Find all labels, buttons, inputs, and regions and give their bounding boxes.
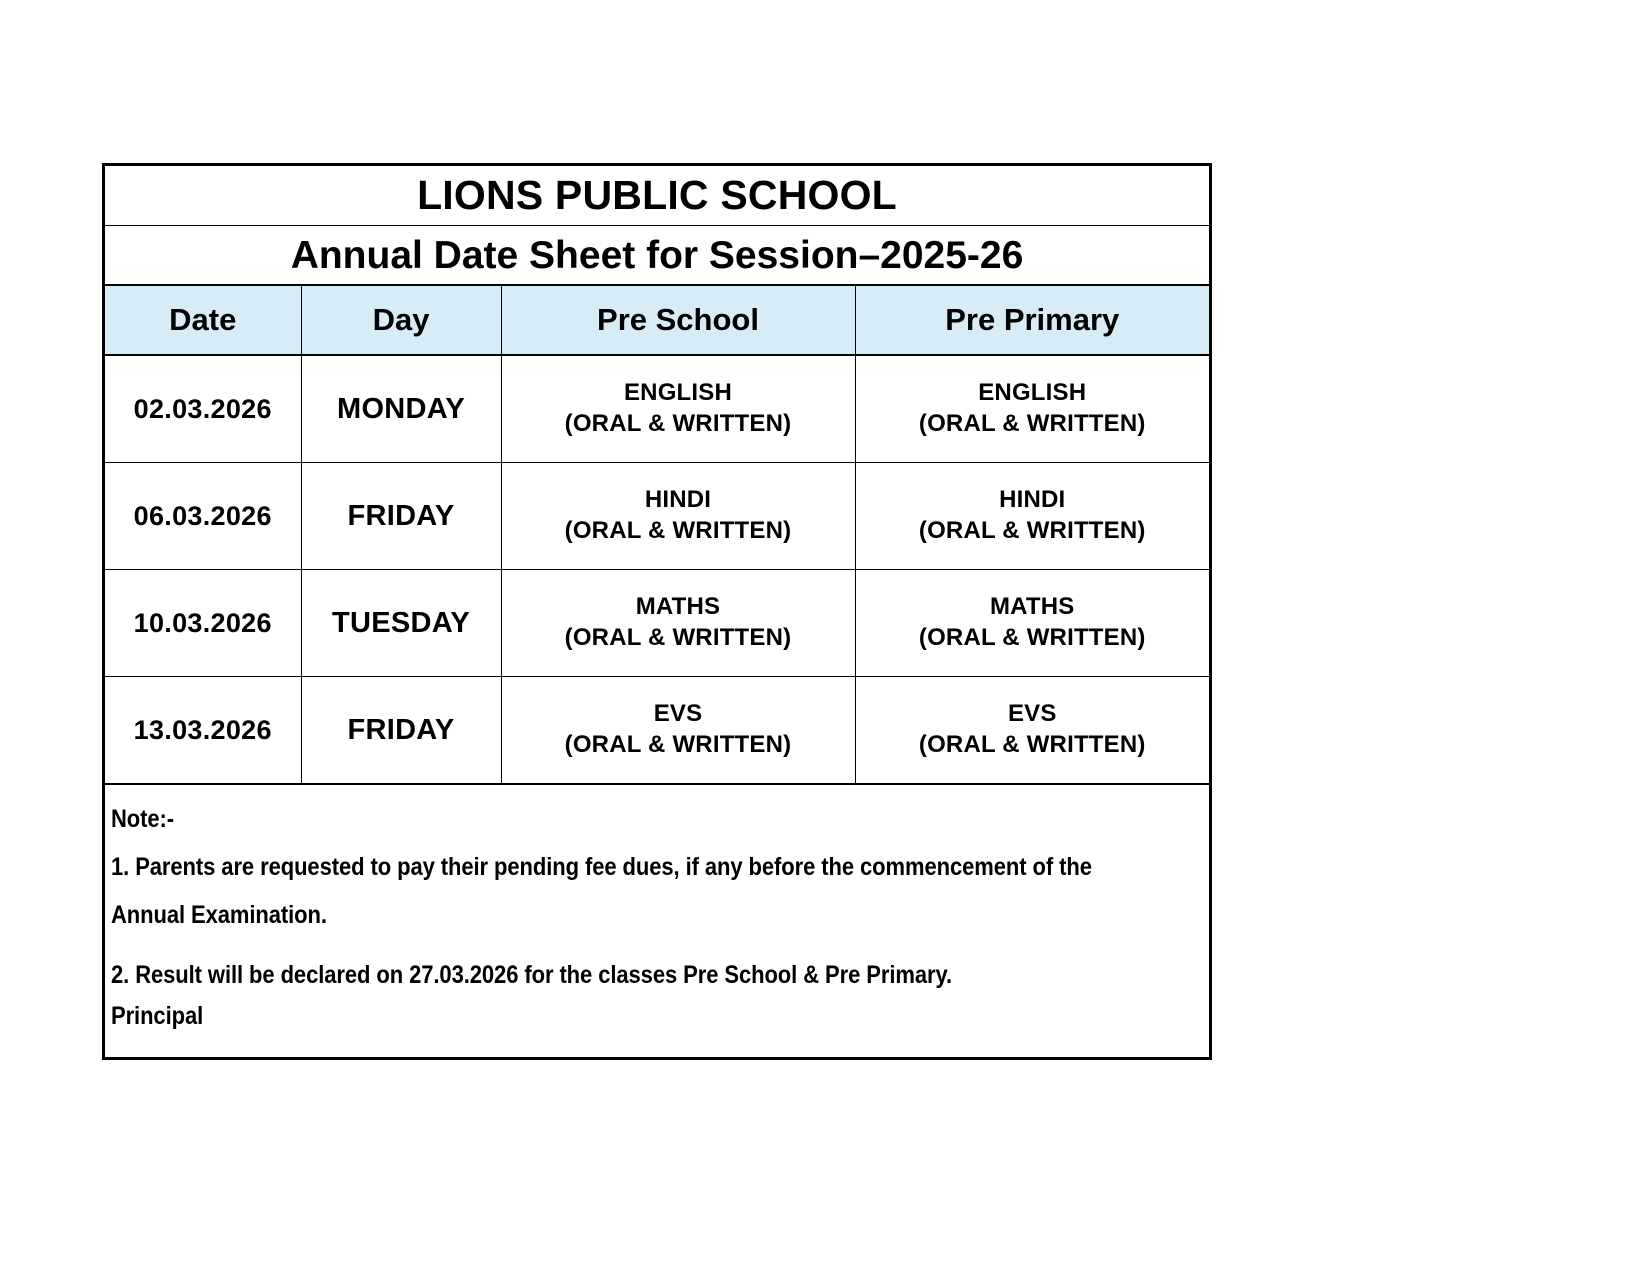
subject-mode: (ORAL & WRITTEN) (918, 731, 1146, 758)
subtitle-row (105, 226, 1209, 286)
column-header-pre-primary: Pre Primary (855, 285, 1209, 355)
note-item-2: 2. Result will be declared on 27.03.2026 for the classes Pre School & Pre Primary. (111, 961, 952, 989)
note-item-1-line-2: Annual Examination. (111, 901, 327, 929)
subject-mode: (ORAL & WRITTEN) (918, 517, 1146, 544)
column-header-day: Day (301, 285, 501, 355)
cell-pre-primary-exam (855, 355, 1209, 463)
subject-name: MATHS (989, 593, 1075, 621)
cell-date: 06.03.2026 (105, 463, 301, 570)
page-title: LIONS PUBLIC SCHOOL (417, 172, 897, 218)
subtitle-cell (105, 226, 1209, 286)
subject-name: ENGLISH (978, 379, 1087, 407)
cell-date: 10.03.2026 (105, 570, 301, 677)
table-header-row (105, 285, 1209, 355)
principal-signature-label: Principal (111, 1002, 204, 1030)
subject-mode: (ORAL & WRITTEN) (918, 624, 1146, 651)
page-subtitle: Annual Date Sheet for Session–2025-26 (290, 233, 1024, 277)
subject-mode: (ORAL & WRITTEN) (918, 410, 1146, 437)
notes-label: Note:- (111, 805, 175, 833)
cell-day: TUESDAY (301, 570, 501, 677)
column-header-date: Date (105, 285, 301, 355)
cell-pre-school-exam (501, 355, 855, 463)
cell-pre-primary-exam (855, 463, 1209, 570)
table-row (105, 463, 1209, 570)
school-title-cell (105, 166, 1209, 226)
cell-day: FRIDAY (301, 677, 501, 785)
column-header-pre-school: Pre School (501, 285, 855, 355)
table-row (105, 570, 1209, 677)
subject-mode: (ORAL & WRITTEN) (564, 624, 792, 651)
cell-pre-school-exam (501, 463, 855, 570)
subject-name: HINDI (644, 486, 712, 514)
notes-row (105, 784, 1209, 1057)
subject-mode: (ORAL & WRITTEN) (564, 731, 792, 758)
subject-name: EVS (653, 700, 703, 728)
subject-name: MATHS (635, 593, 721, 621)
subject-mode: (ORAL & WRITTEN) (564, 517, 792, 544)
cell-date: 13.03.2026 (105, 677, 301, 785)
notes-cell (105, 784, 1209, 1057)
cell-pre-school-exam (501, 677, 855, 785)
notes-block (105, 785, 1209, 1035)
note-item-1-line-1: 1. Parents are requested to pay their pending fee dues, if any before the commencement of the (111, 853, 1092, 881)
cell-pre-primary-exam (855, 570, 1209, 677)
cell-pre-school-exam (501, 570, 855, 677)
table-row (105, 677, 1209, 785)
cell-pre-primary-exam (855, 677, 1209, 785)
table-row (105, 355, 1209, 463)
cell-day: FRIDAY (301, 463, 501, 570)
subject-name: HINDI (999, 486, 1066, 514)
subject-mode: (ORAL & WRITTEN) (564, 410, 792, 437)
subject-name: ENGLISH (623, 379, 733, 407)
cell-day: MONDAY (301, 355, 501, 463)
date-sheet-table-container (102, 163, 1212, 1060)
school-title-row (105, 166, 1209, 226)
cell-date: 02.03.2026 (105, 355, 301, 463)
date-sheet-table (105, 166, 1209, 1057)
subject-name: EVS (1007, 700, 1057, 728)
